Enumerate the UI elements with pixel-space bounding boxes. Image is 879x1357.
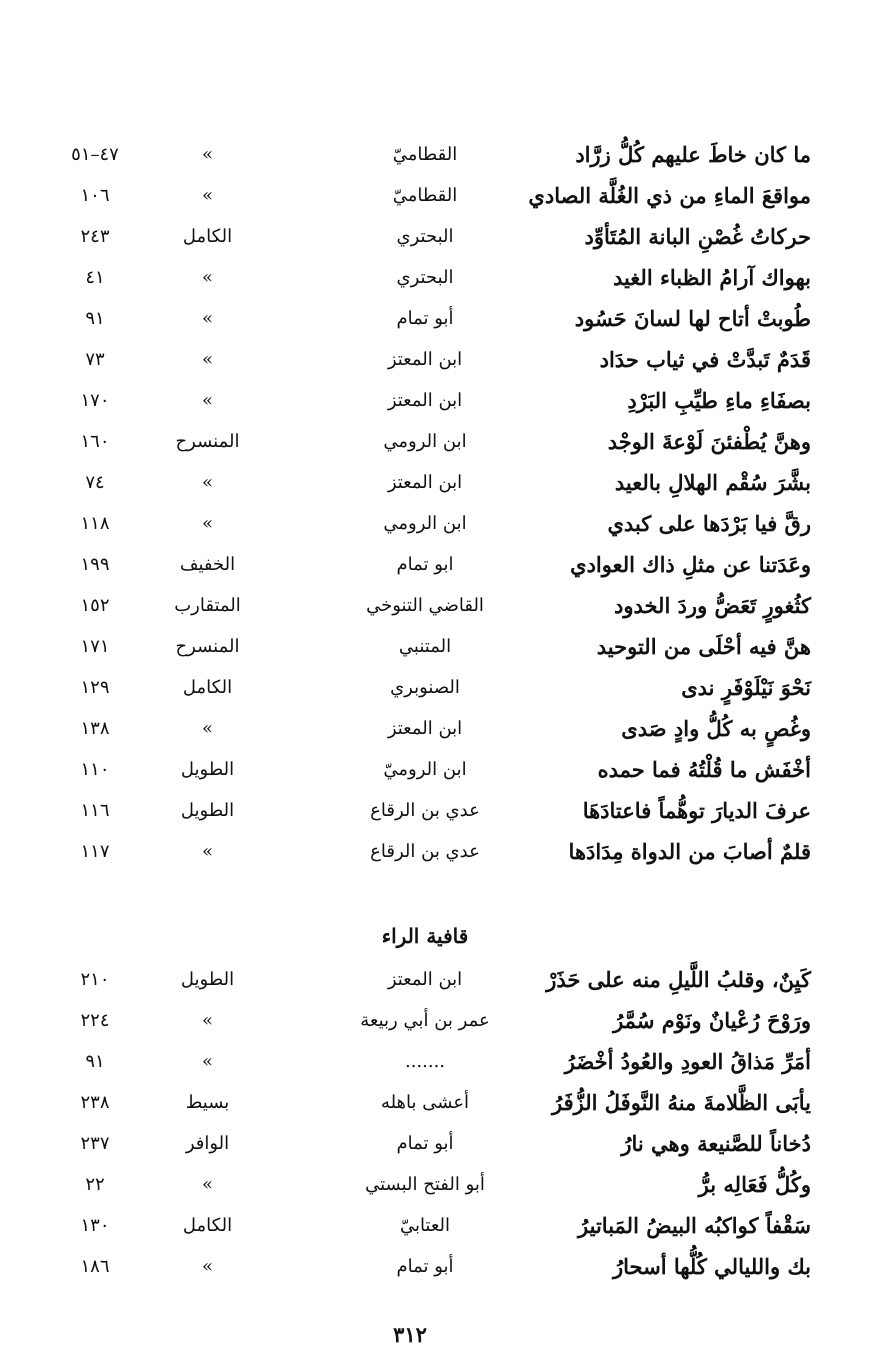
poet-name: القطاميّ: [392, 144, 458, 165]
index-row: [0, 463, 879, 503]
verse-text: مواقعَ الماءِ من ذي الغُلَّة الصادي: [528, 183, 811, 208]
index-row: [0, 1165, 879, 1205]
page-reference: ١٢٩: [80, 677, 110, 698]
index-row: [0, 1001, 879, 1041]
meter-name: بسيط: [185, 1092, 230, 1113]
meter-name: »: [201, 1051, 213, 1072]
poet-name: أبو تمام: [396, 1256, 454, 1277]
page-reference: ١٨٦: [80, 1256, 110, 1277]
poet-name: عمر بن أبي ربيعة: [360, 1010, 490, 1031]
poet-name: المتنبي: [398, 636, 452, 657]
page-reference: ٢٤٣: [80, 226, 110, 247]
index-row: [0, 422, 879, 462]
verse-text: قلمٌ أصابَ من الدواة مِدَادَها: [568, 839, 811, 864]
verse-text: بصفَاءِ ماءِ طيِّبِ البَرْدِ: [627, 388, 811, 413]
page-reference: ٩١: [85, 1051, 105, 1072]
poet-name: العتابيّ: [399, 1215, 451, 1236]
index-row: [0, 135, 879, 175]
poet-name: القطاميّ: [392, 185, 458, 206]
page-reference: ٧٤: [85, 472, 105, 493]
meter-name: »: [201, 267, 213, 288]
page-reference: ١٧٠: [80, 390, 110, 411]
poet-name: ابن المعتز: [387, 969, 463, 990]
verse-text: نَحْوَ نَيْلَوْفَرٍ ندى: [681, 675, 811, 700]
index-row: [0, 586, 879, 626]
page-reference: ٤١: [85, 267, 105, 288]
verse-text: قَدَمٌ تَبدَّتْ في ثياب حدَاد: [599, 347, 811, 372]
index-row: [0, 258, 879, 298]
meter-name: الطويل: [180, 759, 235, 780]
verse-text: سَقْفاً كواكبُه البيضُ المَباتيرُ: [578, 1213, 811, 1238]
meter-name: »: [201, 718, 213, 739]
poet-name: ابن المعتز: [387, 472, 463, 493]
index-row: [0, 176, 879, 216]
page-reference: ٢٢: [85, 1174, 105, 1195]
page-reference: ٢٢٤: [80, 1010, 110, 1031]
poet-name: البحتري: [396, 226, 454, 247]
index-row: [0, 709, 879, 749]
page-reference: ١٣٠: [80, 1215, 110, 1236]
verse-text: بهواك آرامُ الظباء الغيد: [612, 265, 811, 290]
verse-text: وغُصٍ به كُلُّ وادٍ صَدى: [621, 716, 811, 741]
meter-name: الطويل: [180, 969, 235, 990]
page-reference: ١٩٩: [80, 554, 110, 575]
verse-text: هنَّ فيه أحْلَى من التوحيد: [596, 634, 811, 659]
page-reference: ١٦٠: [80, 431, 110, 452]
index-row: [0, 545, 879, 585]
poet-name: الصنوبري: [390, 677, 460, 698]
verse-text: أخْفَش ما قُلْتُهُ فما حمده: [597, 757, 811, 782]
meter-name: »: [201, 308, 213, 329]
page-reference: ٢٣٨: [80, 1092, 110, 1113]
meter-name: »: [201, 144, 213, 165]
meter-name: »: [201, 349, 213, 370]
page-reference: ١٥٢: [80, 595, 110, 616]
meter-name: المنسرح: [175, 431, 240, 452]
meter-name: الكامل: [182, 226, 233, 247]
index-row: [0, 381, 879, 421]
verse-text: ما كان خاطَ عليهم كُلُّ زرَّاد: [575, 142, 811, 167]
meter-name: »: [201, 1256, 213, 1277]
meter-name: »: [201, 1174, 213, 1195]
index-row: [0, 1083, 879, 1123]
meter-name: »: [201, 1010, 213, 1031]
page-reference: ١١٦: [80, 800, 110, 821]
meter-name: »: [201, 472, 213, 493]
page-reference: ١٧١: [80, 636, 110, 657]
index-row: [0, 668, 879, 708]
index-row: [0, 1042, 879, 1082]
verse-text: كثُغورٍ تَعَضُّ وردَ الخدود: [613, 593, 811, 618]
page-reference: ٩١: [85, 308, 105, 329]
poet-name: ابن الرومي: [383, 513, 467, 534]
section-heading-raa: قافية الراء: [381, 924, 469, 948]
poet-name: ابن المعتز: [387, 390, 463, 411]
poet-name: عدي بن الرقاع: [370, 841, 480, 862]
index-row: [0, 217, 879, 257]
meter-name: المتقارب: [174, 595, 241, 616]
verse-text: بشَّرَ سُقْم الهلالِ بالعيد: [614, 470, 811, 495]
meter-name: »: [201, 513, 213, 534]
meter-name: الخفيف: [179, 554, 236, 575]
meter-name: »: [201, 841, 213, 862]
verse-text: رقَّ فيا بَرْدَها على كبدي: [607, 511, 811, 536]
poet-name: البحتري: [396, 267, 454, 288]
page-reference: ١٠٦: [80, 185, 110, 206]
verse-text: كَيِنٌ، وقلبُ اللَّيلِ منه على حَذَرْ: [546, 967, 811, 992]
page-reference: ١١٨: [80, 513, 110, 534]
index-row: [0, 1247, 879, 1287]
page-reference: ٤٧–٥١: [71, 144, 119, 165]
meter-name: »: [201, 390, 213, 411]
meter-name: الوافر: [185, 1133, 230, 1154]
index-row: [0, 750, 879, 790]
verse-text: حركاتُ غُصْنِ البانة المُتَأوِّد: [584, 224, 811, 249]
poet-name: أبو تمام: [396, 308, 454, 329]
index-row: [0, 960, 879, 1000]
meter-name: »: [201, 185, 213, 206]
index-row: [0, 299, 879, 339]
poet-name: ابو تمام: [396, 554, 454, 575]
page-reference: ٧٣: [85, 349, 105, 370]
index-row: [0, 832, 879, 872]
verse-text: وهنَّ يُطْفئنَ لَوْعةَ الوجْد: [607, 429, 811, 454]
poet-name: ابن الروميّ: [383, 759, 467, 780]
verse-text: يأبَى الظَّلامةَ منهُ النَّوفَلُ الزُّفَرُ: [552, 1090, 811, 1115]
poet-name: أبو تمام: [396, 1133, 454, 1154]
verse-text: وعَدَتنا عن مثلِ ذاك العوادي: [570, 552, 811, 577]
meter-name: الكامل: [182, 677, 233, 698]
verse-text: عرفَ الديارَ توهُّماً فاعتادَهَا: [582, 798, 811, 823]
page-number: ٣١٢: [393, 1322, 427, 1347]
page-reference: ١٣٨: [80, 718, 110, 739]
index-row: [0, 504, 879, 544]
poet-name: ابن الرومي: [383, 431, 467, 452]
page-reference: ٢١٠: [80, 969, 110, 990]
page-reference: ١١٠: [80, 759, 110, 780]
meter-name: الطويل: [180, 800, 235, 821]
verse-text: وكُلُّ فَعَالِه برُّ: [698, 1172, 811, 1197]
verse-text: دُخاناً للصَّنيعة وهي نارُ: [621, 1131, 811, 1156]
poet-name: القاضي التنوخي: [366, 595, 484, 616]
index-row: [0, 1124, 879, 1164]
poet-name: ابن المعتز: [387, 718, 463, 739]
index-row: [0, 791, 879, 831]
poet-name: .......: [404, 1051, 446, 1072]
meter-name: الكامل: [182, 1215, 233, 1236]
page-reference: ٢٣٧: [80, 1133, 110, 1154]
verse-text: ورَوْحَ رُعْيانٌ ونَوْم سُمَّرُ: [613, 1008, 811, 1033]
verse-text: بك والليالي كُلُّها أسحارُ: [613, 1254, 811, 1279]
verse-text: أمَرِّ مَذاقُ العودِ والعُودُ أخْضَرُ: [564, 1049, 811, 1074]
index-row: [0, 627, 879, 667]
meter-name: المنسرح: [175, 636, 240, 657]
poet-name: ابن المعتز: [387, 349, 463, 370]
poet-name: أعشى باهله: [380, 1092, 470, 1113]
page-reference: ١١٧: [80, 841, 110, 862]
index-row: [0, 340, 879, 380]
poet-name: عدي بن الرقاع: [370, 800, 480, 821]
poet-name: أبو الفتح البستي: [365, 1174, 485, 1195]
verse-text: طُوبتْ أتاح لها لسانَ حَسُود: [574, 306, 811, 331]
index-row: [0, 1206, 879, 1246]
